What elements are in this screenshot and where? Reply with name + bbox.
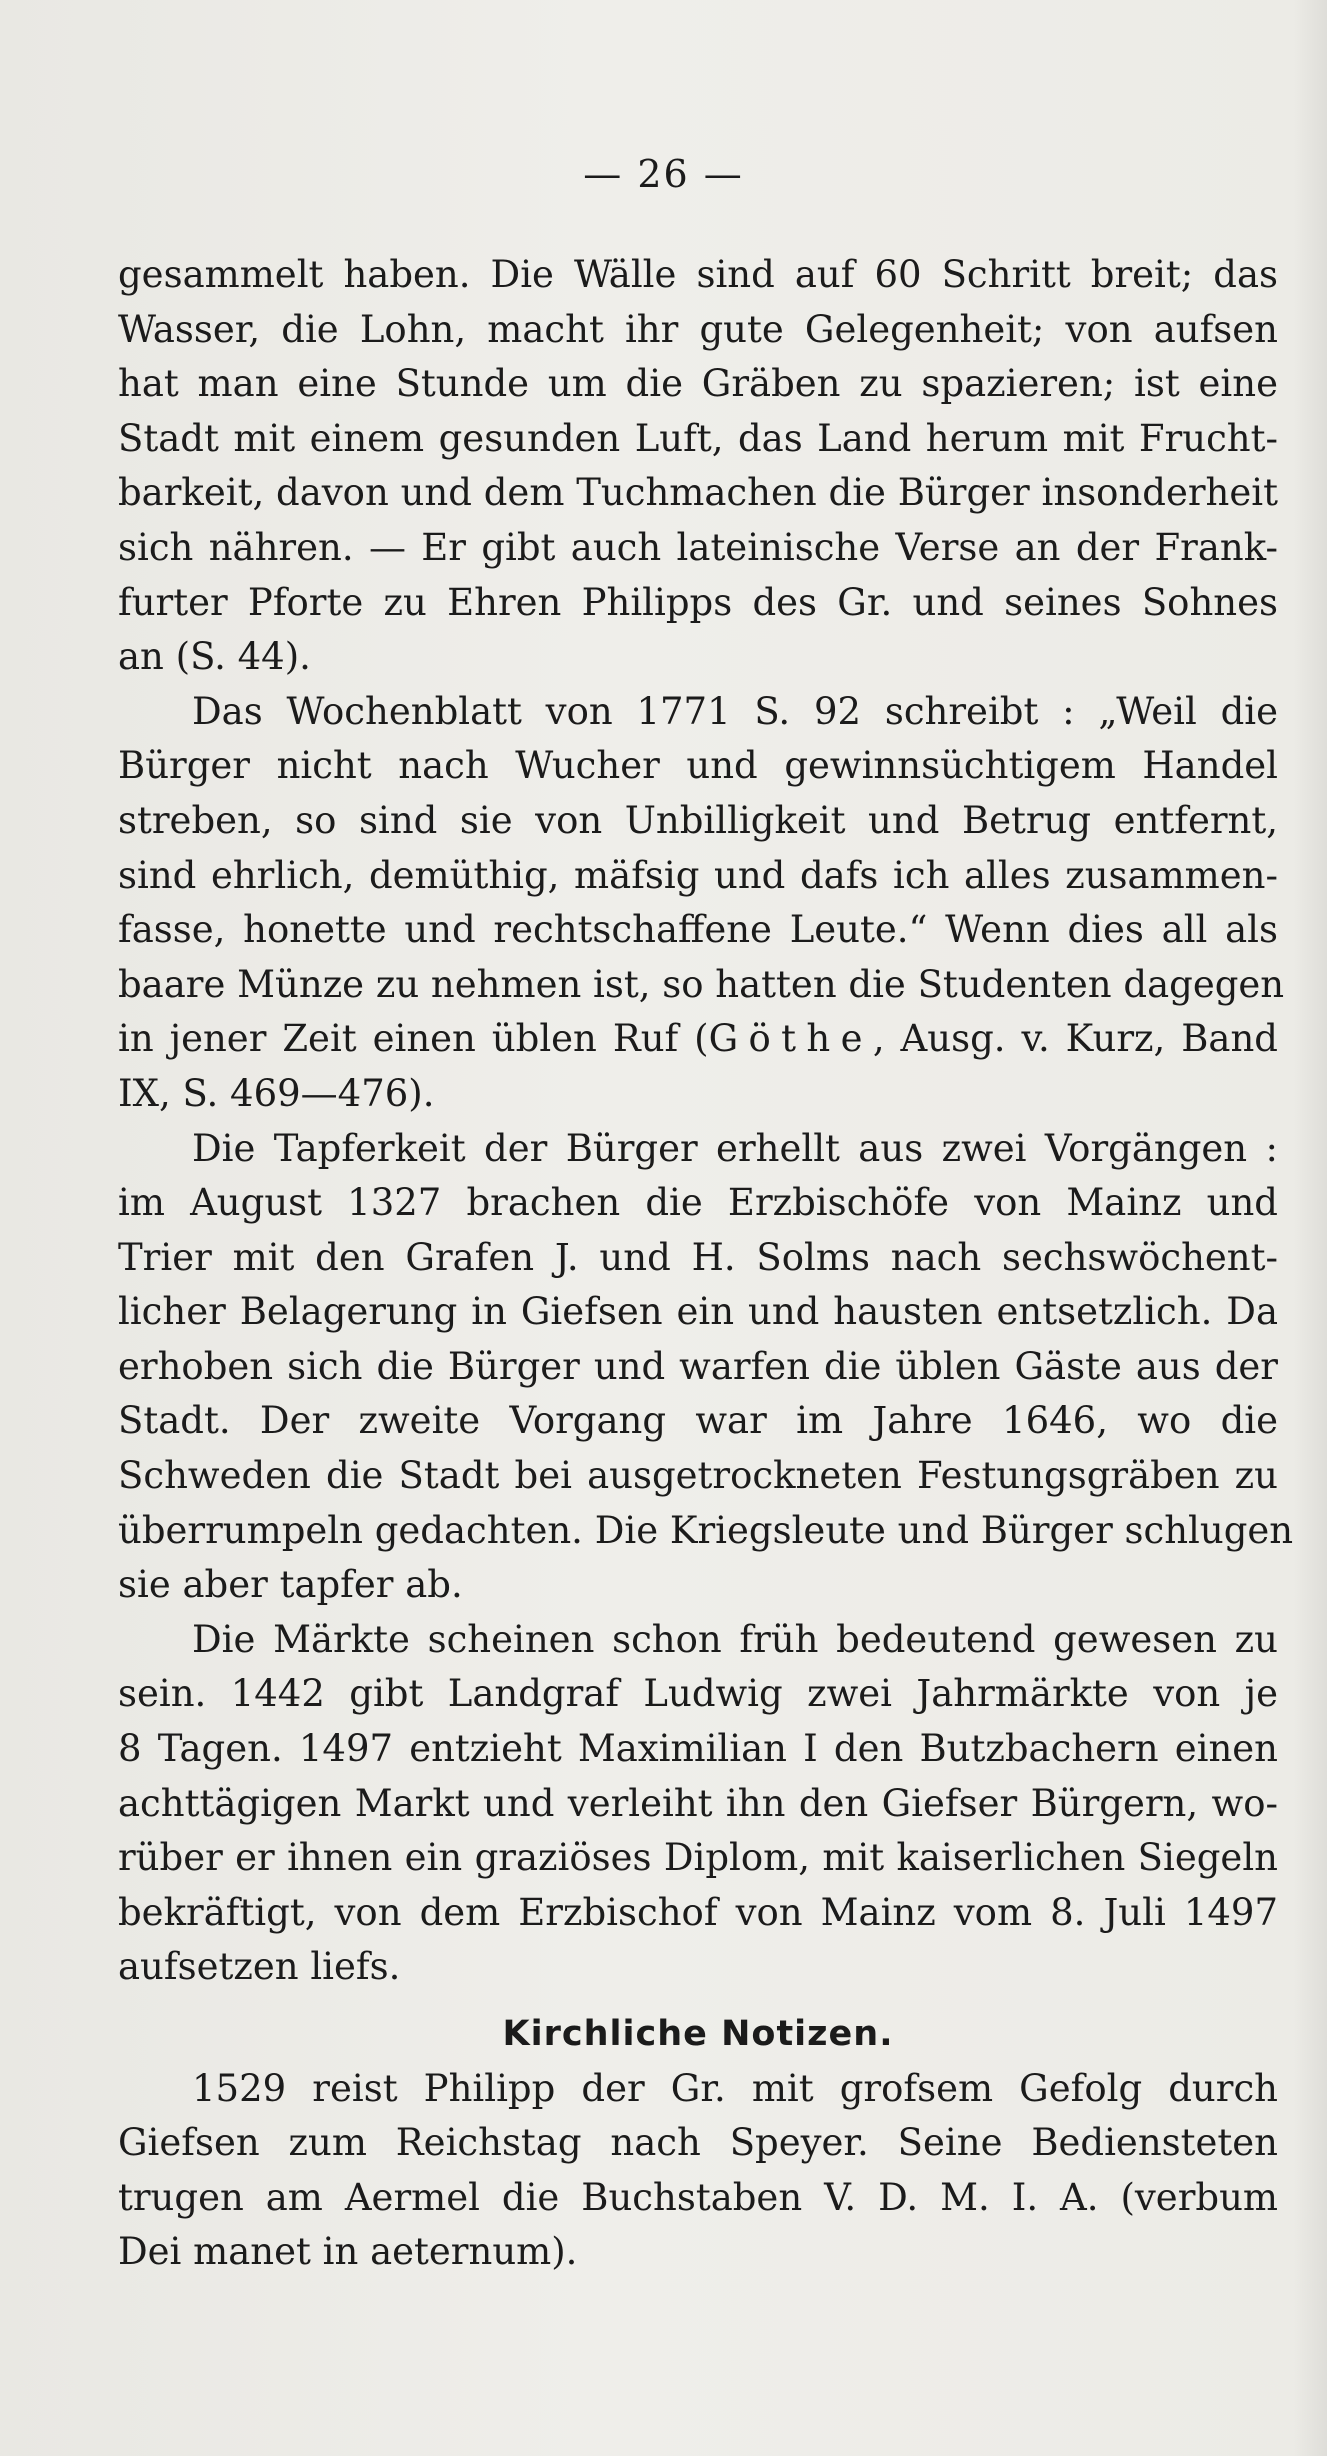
text-line: gesammelt haben. Die Wälle sind auf 60 Schritt breit; das	[118, 253, 1278, 296]
text-line: 8 Tagen. 1497 entzieht Maximilian I den Butzbachern einen	[118, 1727, 1278, 1771]
spaced-author-name: Göthe	[708, 1017, 873, 1061]
text-line: baare Münze zu nehmen ist, so hatten die Studenten dagegen	[118, 962, 1285, 1006]
paragraph-3	[118, 1122, 1294, 1613]
text-line: bekräftigt, von dem Erzbischof von Mainz vom 8. Juli 1497	[118, 1890, 1278, 1934]
text-line: 1529 reist Philipp der Gr. mit grofsem Gefolg durch	[192, 2066, 1278, 2110]
body-text	[118, 248, 1294, 2280]
text-line: sich nähren. — Er gibt auch lateinische Verse an der Frank-	[118, 525, 1278, 569]
text-line: barkeit, davon und dem Tuchmachen die Bürger insonderheit	[118, 471, 1278, 515]
text-line: überrumpeln gedachten. Die Kriegsleute und Bürger schlugen	[118, 1508, 1294, 1552]
page-number-header: — 26 —	[583, 152, 744, 196]
text-line: erhoben sich die Bürger und warfen die üblen Gäste aus der	[118, 1344, 1278, 1388]
text-line: sie aber tapfer ab.	[118, 1563, 463, 1607]
text-line: achttägigen Markt und verleiht ihn den Giefser Bürgern, wo-	[118, 1781, 1278, 1825]
text-line: fasse, honette und rechtschaffene Leute.“ Wenn dies all als	[118, 908, 1278, 952]
text-line: trugen am Aermel die Buchstaben V. D. M. I. A. (verbum	[118, 2175, 1278, 2219]
text-line: Wasser, die Lohn, macht ihr gute Gelegenheit; von aufsen	[118, 307, 1278, 351]
text-line: Die Märkte scheinen schon früh bedeutend gewesen zu	[192, 1617, 1278, 1661]
text-line: Stadt. Der zweite Vorgang war im Jahre 1646, wo die	[118, 1399, 1278, 1443]
text-line: Bürger nicht nach Wucher und gewinnsüchtigem Handel	[118, 744, 1278, 788]
section-heading: Kirchliche Notizen.	[502, 2014, 894, 2054]
text-line: Stadt mit einem gesunden Luft, das Land herum mit Frucht-	[118, 416, 1278, 460]
text-line: furter Pforte zu Ehren Philipps des Gr. und seines Sohnes	[118, 580, 1278, 624]
text-line: Giefsen zum Reichstag nach Speyer. Seine Bediensteten	[118, 2121, 1278, 2165]
section-paragraph	[118, 2062, 1278, 2280]
text-line: Die Tapferkeit der Bürger erhellt aus zwei Vorgängen :	[192, 1126, 1278, 1170]
paragraph-2	[118, 685, 1285, 1122]
text-line: an (S. 44).	[118, 635, 311, 679]
text-line: Dei manet in aeternum).	[118, 2230, 578, 2274]
text-line: streben, so sind sie von Unbilligkeit und Betrug entfernt,	[118, 798, 1278, 842]
text-line: aufsetzen liefs.	[118, 1945, 401, 1989]
text-line: Trier mit den Grafen J. und H. Solms nach sechswöchent-	[118, 1235, 1278, 1279]
paragraph-1	[118, 248, 1278, 685]
text-line: hat man eine Stunde um die Gräben zu spazieren; ist eine	[118, 362, 1278, 406]
text-line: rüber er ihnen ein graziöses Diplom, mit kaiserlichen Siegeln	[118, 1836, 1278, 1880]
text-fragment: in jener Zeit einen üblen Ruf (	[118, 1017, 709, 1061]
paragraph-4	[118, 1613, 1278, 1995]
text-line: Schweden die Stadt bei ausgetrockneten Festungsgräben zu	[118, 1454, 1278, 1498]
text-line: Das Wochenblatt von 1771 S. 92 schreibt : „Weil die	[192, 689, 1278, 733]
text-fragment: , Ausg. v. Kurz, Band	[872, 1017, 1278, 1061]
text-line	[118, 1012, 1278, 1067]
text-line: im August 1327 brachen die Erzbischöfe von Mainz und	[118, 1181, 1278, 1225]
text-line: licher Belagerung in Giefsen ein und hausten entsetzlich. Da	[118, 1290, 1278, 1334]
text-line: sind ehrlich, demüthig, mäfsig und dafs ich alles zusammen-	[118, 853, 1278, 897]
text-line: sein. 1442 gibt Landgraf Ludwig zwei Jahrmärkte von je	[118, 1672, 1278, 1716]
text-line: IX, S. 469—476).	[118, 1071, 435, 1115]
